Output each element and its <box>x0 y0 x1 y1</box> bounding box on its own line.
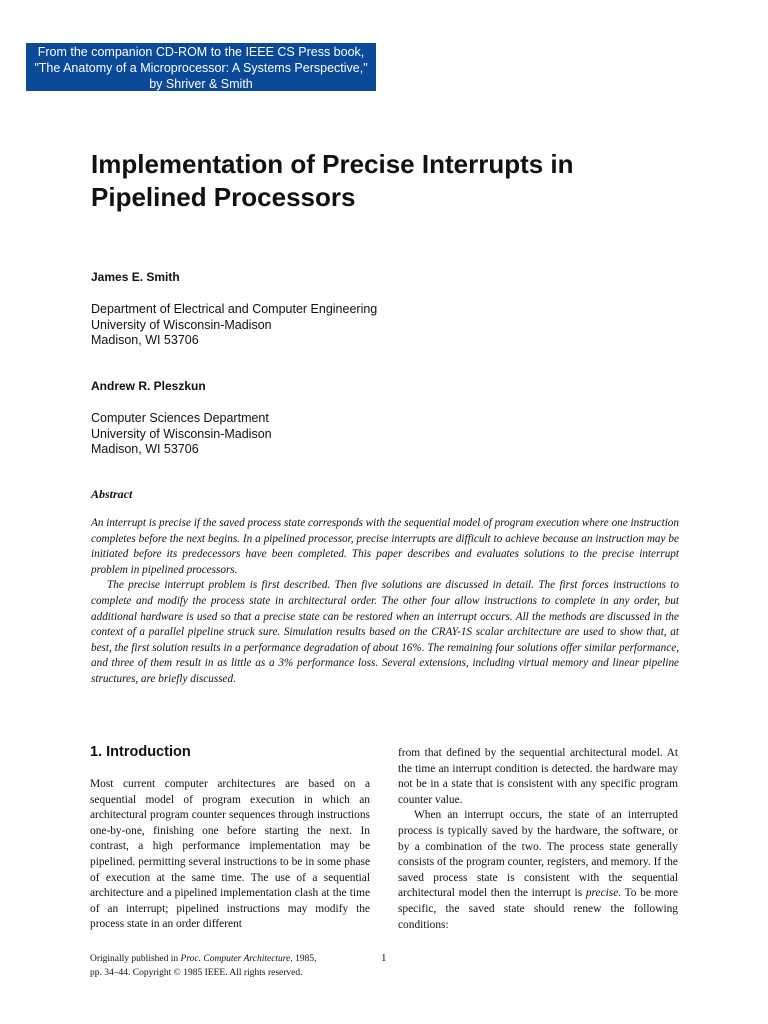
affiliation-line: University of Wisconsin-Madison <box>91 317 272 332</box>
abstract-heading: Abstract <box>91 487 133 501</box>
emphasis-precise: precise <box>585 887 619 900</box>
paragraph-text: . To be more specific, the saved state should renew the following conditions: <box>398 887 678 931</box>
banner-line-1: From the companion CD-ROM to the IEEE CS Press book, <box>37 45 365 59</box>
title-line-2: Pipelined Processors <box>91 182 356 212</box>
intro-paragraph-continued: from that defined by the sequential architectural model. At the time an interrupt condition is detected. the hardware may not be in a state that is consistent with any specific program counter value. <box>398 747 678 806</box>
intro-paragraph-2 <box>398 808 678 933</box>
copyright-footnote <box>90 952 390 980</box>
cd-rom-banner <box>26 43 376 91</box>
author-affiliation-2 <box>91 411 272 458</box>
footnote-venue: Proc. Computer Architecture, <box>180 954 293 964</box>
abstract-body <box>91 516 679 688</box>
footnote-prefix: Originally published in <box>90 954 181 964</box>
abstract-paragraph-1: An interrupt is precise if the saved process state corresponds with the sequential model of program execution where one instruction completes before the next begins. In a pipelined processor, precise interrupts are difficult to achieve because an instruction may be initiated before its predecessors have been completed. This paper describes and evaluates solutions to the precise interrupt problem in pipelined processors. <box>91 517 679 576</box>
paper-title <box>91 148 691 214</box>
footnote-suffix: 1985, <box>292 954 317 964</box>
author-name-1: James E. Smith <box>91 270 180 284</box>
right-column <box>398 746 678 933</box>
affiliation-line: Computer Sciences Department <box>91 411 269 425</box>
left-column <box>90 777 370 933</box>
title-line-1: Implementation of Precise Interrupts in <box>91 149 574 179</box>
intro-paragraph-1: Most current computer architectures are based on a sequential model of program execution in which an architectural program counter sequences through instructions one-by-one, finishing one before starting the next. In contrast, a high performance implementation may be pipelined. permitting several instructions to be in some phase of execution at the same time. The use of a sequential architecture and a pipelined implementation clash at the time of an interrupt; pipelined instructions may modify the process state in an order different <box>90 778 370 931</box>
banner-line-3: by Shriver & Smith <box>149 77 253 91</box>
banner-line-2: "The Anatomy of a Microprocessor: A Systems Perspective," <box>34 61 368 75</box>
affiliation-line: Department of Electrical and Computer Engineering <box>91 302 378 316</box>
page-number: 1 <box>381 952 387 964</box>
footnote-line-2: pp. 34–44. Copyright © 1985 IEEE. All rights reserved. <box>90 968 303 978</box>
section-heading-introduction: 1. Introduction <box>90 744 191 760</box>
author-name-2: Andrew R. Pleszkun <box>91 379 206 393</box>
affiliation-line: University of Wisconsin-Madison <box>91 426 272 441</box>
abstract-paragraph-2: The precise interrupt problem is first described. Then five solutions are discussed in detail. The first forces instructions to complete and modify the process state in architectural order. The other four allow instructions to complete in any order, but additional hardware is used so that a precise state can be restored when an interrupt occurs. All the methods are discussed in the context of a parallel pipeline struck sure. Simulation results based on the CRAY-1S scalar architecture are used to show that, at best, the first solution results in a performance degradation of about 16%. The remaining four solutions offer similar performance, and three of them result in as little as a 3% performance loss. Several extensions, including virtual memory and linear pipeline structures, are briefly discussed. <box>91 579 679 685</box>
affiliation-line: Madison, WI 53706 <box>91 442 199 456</box>
affiliation-line: Madison, WI 53706 <box>91 333 199 347</box>
paragraph-text: When an interrupt occurs, the state of an interrupted process is typically saved by the hardware, the software, or by a combination of the two. The process state generally consists of the program counter, registers, and memory. If the saved process state is consistent with the sequential architectural model then the interrupt is <box>398 809 678 900</box>
footnote-line-1 <box>90 952 390 966</box>
author-affiliation-1 <box>91 302 377 349</box>
